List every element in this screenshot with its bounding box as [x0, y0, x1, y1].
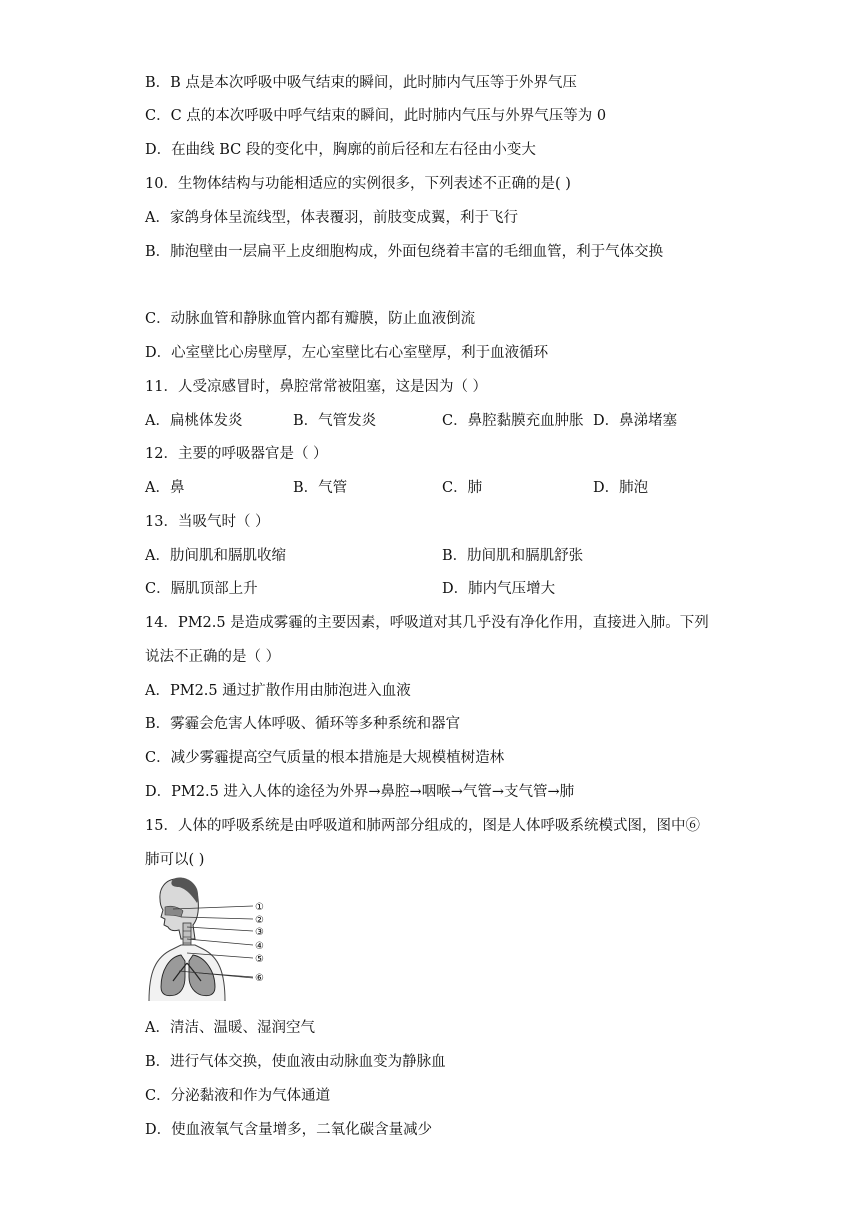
q11-option-d: D．鼻涕堵塞 — [593, 413, 678, 429]
q10-option-b: B．肺泡壁由一层扁平上皮细胞构成，外面包绕着丰富的毛细血管，利于气体交换 — [145, 244, 664, 260]
q10-option-d: D．心室壁比心房壁厚，左心室壁比右心室壁厚，利于血液循环 — [145, 345, 549, 361]
q14-option-a: A．PM2.5 通过扩散作用由肺泡进入血液 — [145, 683, 411, 699]
q15-option-b: B．进行气体交换，使血液由动脉血变为静脉血 — [145, 1054, 446, 1070]
q13-stem: 13．当吸气时（ ） — [145, 514, 270, 530]
q12-option-b: B．气管 — [293, 480, 348, 496]
q15-stem-line1: 15．人体的呼吸系统是由呼吸道和肺两部分组成的，图是人体呼吸系统模式图，图中⑥ — [145, 818, 700, 834]
figure-label-1: ① — [255, 902, 264, 913]
q11-option-a: A．扁桃体发炎 — [145, 413, 243, 429]
q10-option-a: A．家鸽身体呈流线型，体表覆羽，前肢变成翼，利于飞行 — [145, 210, 518, 226]
figure-label-2: ② — [255, 915, 264, 926]
figure-label-6: ⑥ — [255, 973, 264, 984]
figure-label-4: ④ — [255, 941, 264, 952]
q15-option-a: A．清洁、温暖、湿润空气 — [145, 1020, 315, 1036]
q10-stem: 10．生物体结构与功能相适应的实例很多，下列表述不正确的是( ) — [145, 176, 571, 192]
q14-stem-line1: 14．PM2.5 是造成雾霾的主要因素，呼吸道对其几乎没有净化作用，直接进入肺。下列 — [145, 615, 709, 631]
q13-option-b: B．肋间肌和膈肌舒张 — [442, 548, 584, 564]
q14-stem-line2: 说法不正确的是（ ） — [145, 649, 281, 665]
q11-option-b: B．气管发炎 — [293, 413, 377, 429]
figure-label-5: ⑤ — [255, 954, 264, 965]
respiratory-system-figure — [143, 873, 273, 1001]
q9-option-c: C．C 点的本次呼吸中呼气结束的瞬间，此时肺内气压与外界气压等为 0 — [145, 108, 607, 124]
q10-option-c: C．动脉血管和静脉血管内都有瓣膜，防止血液倒流 — [145, 311, 476, 327]
q9-option-d: D．在曲线 BC 段的变化中，胸廓的前后径和左右径由小变大 — [145, 142, 536, 158]
q11-stem: 11．人受凉感冒时，鼻腔常常被阻塞，这是因为（ ） — [145, 379, 488, 395]
q11-option-c: C．鼻腔黏膜充血肿胀 — [442, 413, 584, 429]
q15-option-c: C．分泌黏液和作为气体通道 — [145, 1088, 331, 1104]
q13-option-a: A．肋间肌和膈肌收缩 — [145, 548, 286, 564]
q9-option-b: B．B 点是本次呼吸中吸气结束的瞬间，此时肺内气压等于外界气压 — [145, 75, 577, 91]
q14-option-c: C．减少雾霾提高空气质量的根本措施是大规模植树造林 — [145, 750, 505, 766]
q14-option-b: B．雾霾会危害人体呼吸、循环等多种系统和器官 — [145, 716, 461, 732]
q12-stem: 12．主要的呼吸器官是（ ） — [145, 446, 328, 462]
q12-option-c: C．肺 — [442, 480, 483, 496]
figure-label-3: ③ — [255, 927, 264, 938]
q15-stem-line2: 肺可以( ) — [145, 852, 205, 868]
q15-option-d: D．使血液氧气含量增多，二氧化碳含量减少 — [145, 1122, 433, 1138]
q12-option-a: A．鼻 — [145, 480, 185, 496]
q13-option-d: D．肺内气压增大 — [442, 581, 556, 597]
q13-option-c: C．膈肌顶部上升 — [145, 581, 258, 597]
q14-option-d: D．PM2.5 进入人体的途径为外界→鼻腔→咽喉→气管→支气管→肺 — [145, 784, 575, 800]
q12-option-d: D．肺泡 — [593, 480, 649, 496]
